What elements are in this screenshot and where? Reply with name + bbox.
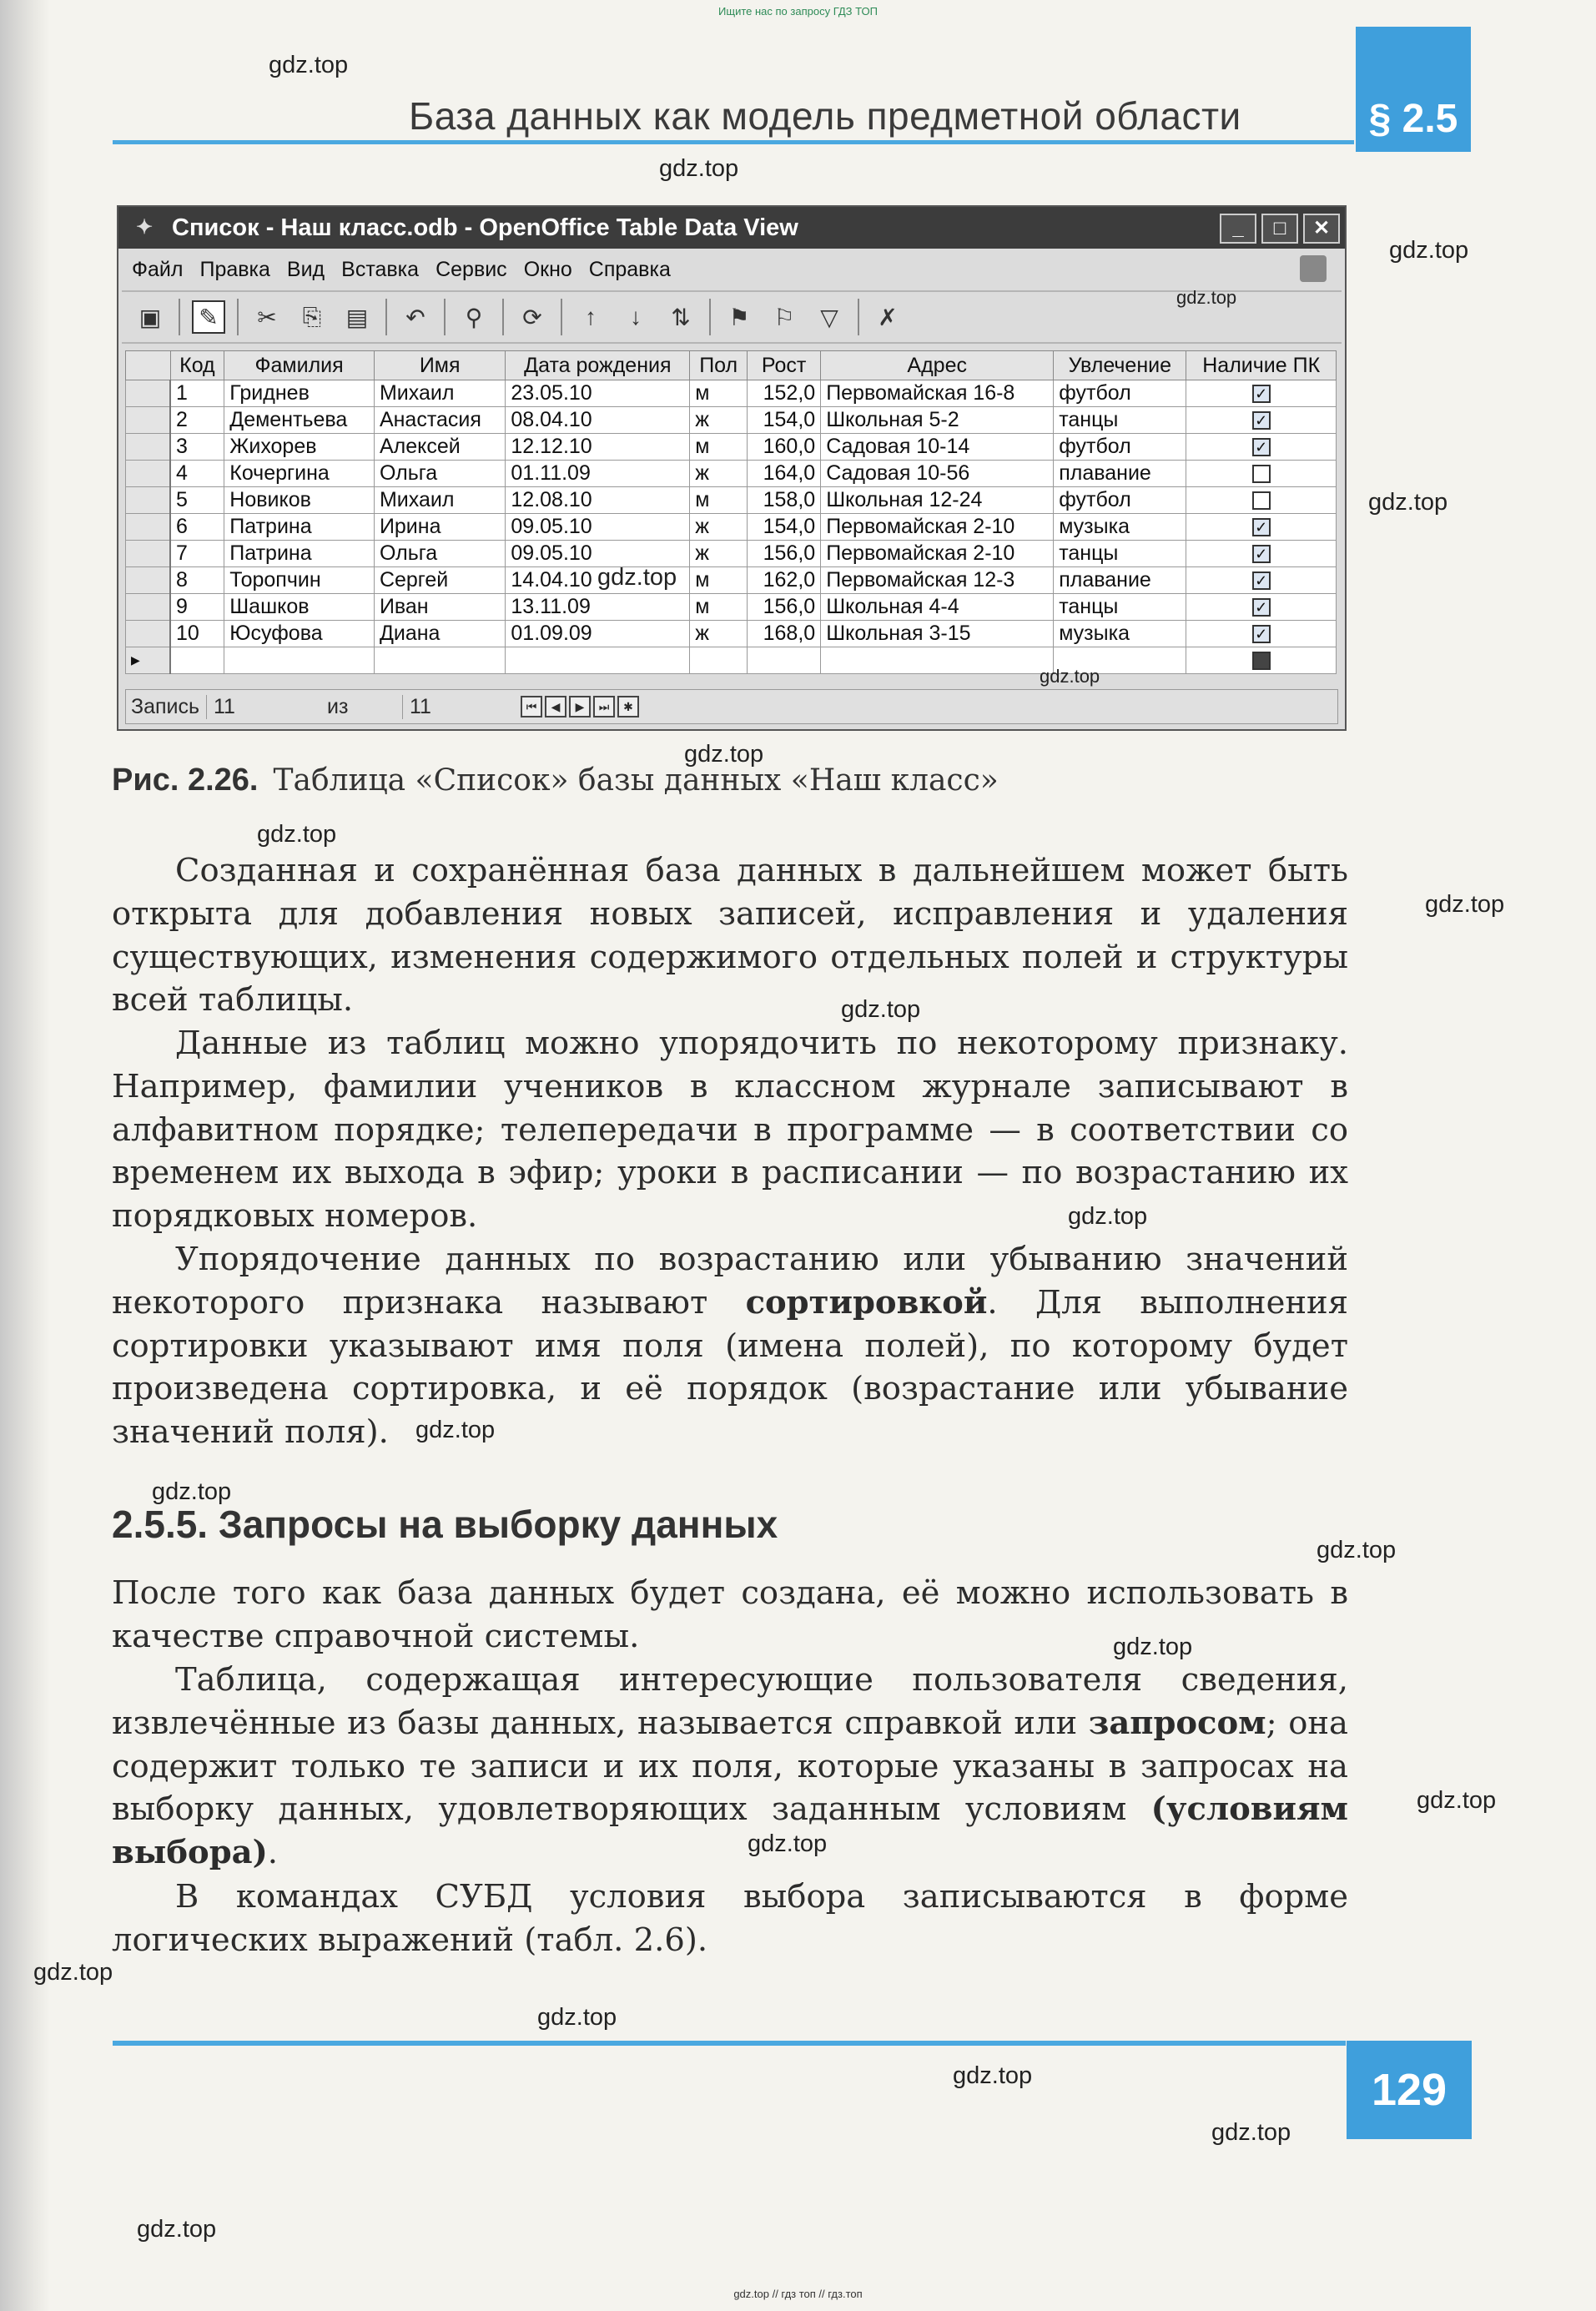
- checkbox-checked[interactable]: ✓: [1252, 545, 1271, 563]
- column-header-hobby[interactable]: Увлечение: [1054, 351, 1186, 380]
- refresh-icon[interactable]: ⟳: [522, 304, 542, 330]
- page-number-tab: [1347, 2041, 1472, 2139]
- paragraph-5-text-e: .: [267, 1834, 279, 1872]
- table-row[interactable]: [126, 407, 1337, 434]
- window-menu-icon[interactable]: ✦: [135, 216, 154, 239]
- app-icon: [1300, 255, 1327, 282]
- table-row[interactable]: [126, 541, 1337, 567]
- record-of-label: из: [327, 694, 349, 718]
- cell-height[interactable]: 152,0: [748, 380, 821, 407]
- cell-code[interactable]: 4: [170, 461, 224, 487]
- toolbar-separator: [444, 299, 446, 335]
- cell-surname[interactable]: Жихорев: [224, 434, 375, 461]
- checkbox-indeterminate[interactable]: [1252, 652, 1271, 670]
- watermark: gdz.top: [841, 996, 921, 1023]
- new-record-cell[interactable]: [224, 647, 375, 674]
- column-header-birthdate[interactable]: Дата рождения: [506, 351, 690, 380]
- cell-name[interactable]: Михаил: [374, 487, 505, 514]
- menu-help[interactable]: Справка: [588, 258, 671, 281]
- cell-has-pc: [1186, 647, 1337, 674]
- watermark: gdz.top: [1417, 1787, 1497, 1814]
- cell-hobby[interactable]: танцы: [1054, 407, 1186, 434]
- watermark: gdz.top: [1068, 1203, 1148, 1230]
- undo-icon[interactable]: ↶: [405, 304, 425, 330]
- paste-icon[interactable]: ▤: [345, 304, 369, 330]
- next-record-icon[interactable]: ▶: [569, 696, 591, 717]
- watermark: gdz.top: [1368, 489, 1448, 516]
- grid-body: [126, 380, 1337, 674]
- watermark: gdz.top: [659, 155, 739, 182]
- cell-has-pc: [1186, 461, 1337, 487]
- table-row[interactable]: [126, 461, 1337, 487]
- table-data-view-window: [117, 205, 1347, 731]
- new-record-row[interactable]: [126, 647, 1337, 674]
- cell-height[interactable]: 160,0: [748, 434, 821, 461]
- cell-gender[interactable]: м: [690, 434, 748, 461]
- paragraph-1: Созданная и сохранённая база данных в дальнейшем может быть открыта для добавления новых записей, исправления и удаления существующих, изменения содержимого отдельных полей и структуры всей таблицы.: [112, 852, 1348, 1020]
- cell-birthdate[interactable]: 23.05.10: [506, 380, 690, 407]
- paragraph-6: В командах СУБД условия выбора записываются в форме логических выражений (табл. 2.6).: [112, 1878, 1348, 1959]
- minimize-icon[interactable]: _: [1220, 214, 1256, 244]
- watermark: gdz.top: [1040, 666, 1100, 687]
- cell-has-pc: [1186, 594, 1337, 621]
- cell-birthdate[interactable]: 09.05.10: [506, 541, 690, 567]
- new-record-selector-icon[interactable]: ▶: [126, 647, 171, 674]
- record-count: 11: [402, 695, 518, 719]
- cell-hobby[interactable]: футбол: [1054, 487, 1186, 514]
- checkbox-unchecked[interactable]: [1252, 465, 1271, 483]
- new-record-cell[interactable]: [821, 647, 1054, 674]
- row-selector[interactable]: [126, 594, 171, 621]
- new-record-cell[interactable]: [690, 647, 748, 674]
- close-icon[interactable]: ✕: [1303, 214, 1340, 244]
- cell-gender[interactable]: ж: [690, 514, 748, 541]
- cell-height[interactable]: 154,0: [748, 407, 821, 434]
- toolbar-separator: [237, 299, 239, 335]
- toolbar-separator: [709, 299, 711, 335]
- checkbox-checked[interactable]: ✓: [1252, 385, 1271, 403]
- section-tab: [1356, 27, 1471, 152]
- cell-name[interactable]: Диана: [374, 621, 505, 647]
- cell-code[interactable]: 10: [170, 621, 224, 647]
- watermark: gdz.top: [684, 741, 764, 768]
- maximize-icon[interactable]: □: [1261, 214, 1298, 244]
- cell-height[interactable]: 168,0: [748, 621, 821, 647]
- grid-header-row: [126, 351, 1337, 380]
- window-titlebar: [118, 207, 1345, 249]
- cell-surname[interactable]: Новиков: [224, 487, 375, 514]
- cell-gender[interactable]: м: [690, 567, 748, 594]
- cell-name[interactable]: Михаил: [374, 380, 505, 407]
- cell-gender[interactable]: м: [690, 380, 748, 407]
- cell-code[interactable]: 3: [170, 434, 224, 461]
- cell-code[interactable]: 9: [170, 594, 224, 621]
- cell-has-pc: [1186, 567, 1337, 594]
- copy-icon[interactable]: ⎘: [302, 303, 322, 330]
- cell-birthdate[interactable]: 14.04.10: [506, 567, 690, 594]
- cell-has-pc: [1186, 380, 1337, 407]
- term-sorting: сортировкой: [745, 1283, 988, 1322]
- running-title: База данных как модель предметной области: [409, 94, 1241, 138]
- new-record-cell[interactable]: [170, 647, 224, 674]
- footer-rule: [113, 2041, 1346, 2046]
- cell-height[interactable]: 156,0: [748, 541, 821, 567]
- toolbar-separator: [179, 299, 180, 335]
- row-selector[interactable]: [126, 380, 171, 407]
- toolbar-separator: [858, 299, 859, 335]
- row-selector[interactable]: [126, 487, 171, 514]
- watermark: gdz.top: [152, 1478, 232, 1505]
- menu-tools[interactable]: Сервис: [436, 258, 507, 281]
- cell-height[interactable]: 158,0: [748, 487, 821, 514]
- watermark: gdz.top: [137, 2216, 217, 2243]
- autofilter-icon[interactable]: ⚑: [728, 304, 750, 330]
- row-selector[interactable]: [126, 434, 171, 461]
- cell-code[interactable]: 7: [170, 541, 224, 567]
- row-selector[interactable]: [126, 541, 171, 567]
- cell-address[interactable]: Школьная 3-15: [821, 621, 1054, 647]
- watermark: gdz.top: [1389, 237, 1469, 264]
- checkbox-checked[interactable]: ✓: [1252, 571, 1271, 590]
- table-row[interactable]: [126, 380, 1337, 407]
- watermark: gdz.top: [257, 821, 337, 848]
- cell-has-pc: [1186, 434, 1337, 461]
- cell-birthdate[interactable]: 08.04.10: [506, 407, 690, 434]
- column-header-code[interactable]: Код: [170, 351, 224, 380]
- cell-name[interactable]: Ирина: [374, 514, 505, 541]
- cell-code[interactable]: 6: [170, 514, 224, 541]
- cell-has-pc: [1186, 514, 1337, 541]
- last-record-icon[interactable]: ⏭: [593, 696, 615, 717]
- watermark: gdz.top: [597, 564, 677, 591]
- cell-birthdate[interactable]: 09.05.10: [506, 514, 690, 541]
- paragraph-3: [112, 1238, 1348, 1454]
- row-selector[interactable]: [126, 514, 171, 541]
- cell-height[interactable]: 164,0: [748, 461, 821, 487]
- watermark: gdz.top: [1113, 1634, 1193, 1660]
- cell-birthdate[interactable]: 13.11.09: [506, 594, 690, 621]
- table-row[interactable]: [126, 514, 1337, 541]
- cell-code[interactable]: 8: [170, 567, 224, 594]
- term-query: запросом: [1088, 1704, 1266, 1742]
- cell-gender[interactable]: м: [690, 594, 748, 621]
- cell-gender[interactable]: ж: [690, 621, 748, 647]
- cell-address[interactable]: Первомайская 2-10: [821, 514, 1054, 541]
- cell-name[interactable]: Ольга: [374, 541, 505, 567]
- menu-edit[interactable]: Правка: [199, 258, 270, 281]
- checkbox-checked[interactable]: ✓: [1252, 518, 1271, 536]
- cell-address[interactable]: Школьная 12-24: [821, 487, 1054, 514]
- cell-has-pc: [1186, 407, 1337, 434]
- edit-mode-icon[interactable]: ✎: [192, 300, 225, 334]
- cell-name[interactable]: Иван: [374, 594, 505, 621]
- column-header-address[interactable]: Адрес: [821, 351, 1054, 380]
- section-heading: 2.5.5. Запросы на выборку данных: [112, 1503, 778, 1546]
- page-number: 129: [1371, 2065, 1447, 2115]
- window-title: Список - Наш класс.odb - OpenOffice Table Data View: [172, 214, 798, 241]
- cell-height[interactable]: 156,0: [748, 594, 821, 621]
- sort-ascending-icon[interactable]: ↑: [585, 304, 597, 330]
- cell-surname[interactable]: Гриднев: [224, 380, 375, 407]
- cell-gender[interactable]: ж: [690, 407, 748, 434]
- toolbar-separator: [502, 299, 504, 335]
- cell-hobby[interactable]: танцы: [1054, 541, 1186, 567]
- cell-hobby[interactable]: плавание: [1054, 461, 1186, 487]
- paragraph-5: [112, 1659, 1348, 1875]
- cell-surname[interactable]: Кочергина: [224, 461, 375, 487]
- menu-bar: [118, 250, 1345, 289]
- cell-code[interactable]: 5: [170, 487, 224, 514]
- column-header-gender[interactable]: Пол: [690, 351, 748, 380]
- new-record-cell[interactable]: [374, 647, 505, 674]
- menu-insert[interactable]: Вставка: [341, 258, 420, 281]
- column-header-height[interactable]: Рост: [748, 351, 821, 380]
- cell-surname[interactable]: Торопчин: [224, 567, 375, 594]
- cell-hobby[interactable]: футбол: [1054, 380, 1186, 407]
- menu-view[interactable]: Вид: [286, 258, 325, 281]
- cell-address[interactable]: Садовая 10-56: [821, 461, 1054, 487]
- toolbar: [122, 290, 1342, 344]
- checkbox-checked[interactable]: ✓: [1252, 411, 1271, 430]
- cell-name[interactable]: Сергей: [374, 567, 505, 594]
- row-selector-header[interactable]: [126, 351, 171, 380]
- checkbox-checked[interactable]: ✓: [1252, 598, 1271, 617]
- table-row[interactable]: [126, 594, 1337, 621]
- figure-label: Рис. 2.26.: [112, 763, 259, 798]
- cell-gender[interactable]: ж: [690, 461, 748, 487]
- cell-birthdate[interactable]: 01.09.09: [506, 621, 690, 647]
- cell-surname[interactable]: Дементьева: [224, 407, 375, 434]
- window-controls: [1220, 214, 1340, 244]
- new-record-cell[interactable]: [506, 647, 690, 674]
- cell-address[interactable]: Школьная 5-2: [821, 407, 1054, 434]
- row-selector[interactable]: [126, 567, 171, 594]
- cell-surname[interactable]: Шашков: [224, 594, 375, 621]
- column-header-name[interactable]: Имя: [374, 351, 505, 380]
- data-grid: [125, 350, 1337, 674]
- table-row[interactable]: [126, 567, 1337, 594]
- watermark: gdz.top: [1425, 891, 1505, 918]
- cell-address[interactable]: Школьная 4-4: [821, 594, 1054, 621]
- watermark: gdz.top: [1317, 1537, 1397, 1563]
- cell-address[interactable]: Первомайская 16-8: [821, 380, 1054, 407]
- cell-gender[interactable]: м: [690, 487, 748, 514]
- table-row[interactable]: [126, 434, 1337, 461]
- checkbox-unchecked[interactable]: [1252, 491, 1271, 510]
- watermark: gdz.top: [537, 2004, 617, 2031]
- find-icon[interactable]: ⚲: [465, 304, 483, 330]
- standard-filter-icon[interactable]: ▽: [820, 304, 838, 330]
- cell-code[interactable]: 2: [170, 407, 224, 434]
- cell-hobby[interactable]: музыка: [1054, 514, 1186, 541]
- cell-height[interactable]: 162,0: [748, 567, 821, 594]
- cell-surname[interactable]: Патрина: [224, 541, 375, 567]
- cut-icon[interactable]: ✂: [257, 304, 277, 330]
- watermark: gdz.top: [748, 1830, 828, 1857]
- watermark: gdz.top: [415, 1417, 496, 1443]
- checkbox-checked[interactable]: ✓: [1252, 625, 1271, 643]
- paragraph-3-text-a: Упорядочение данных по возрастанию или убыванию значений некоторого признака называют: [112, 1241, 1348, 1322]
- watermark: gdz.top: [1211, 2119, 1291, 2146]
- cell-birthdate[interactable]: 12.08.10: [506, 487, 690, 514]
- watermark: gdz.top: [269, 52, 349, 78]
- column-header-surname[interactable]: Фамилия: [224, 351, 375, 380]
- new-record-cell[interactable]: [748, 647, 821, 674]
- cell-hobby[interactable]: музыка: [1054, 621, 1186, 647]
- new-record-icon[interactable]: ✱: [617, 696, 639, 717]
- paragraph-4: После того как база данных будет создана, её можно использовать в качестве справочной системы.: [112, 1574, 1348, 1655]
- column-header-has-pc[interactable]: Наличие ПК: [1186, 351, 1337, 380]
- paragraph-3-text-c: . Для выполнения сортировки указывают имя поля (имена полей), по которому будет произведена сортировка, и её порядок (возрастание или убывание значений поля).: [112, 1283, 1348, 1452]
- cell-height[interactable]: 154,0: [748, 514, 821, 541]
- sort-descending-icon[interactable]: ↓: [630, 304, 642, 330]
- cell-has-pc: [1186, 541, 1337, 567]
- bottom-note: gdz.top // гдз топ // гдз.топ: [733, 2288, 863, 2300]
- cell-has-pc: [1186, 621, 1337, 647]
- record-label: Запись: [131, 694, 200, 718]
- toolbar-separator: [561, 299, 562, 335]
- record-number-field[interactable]: 11: [206, 695, 289, 719]
- figure-caption-text: Таблица «Список» базы данных «Наш класс»: [273, 763, 999, 798]
- top-note: Ищите нас по запросу ГДЗ ТОП: [718, 5, 878, 18]
- row-selector[interactable]: [126, 407, 171, 434]
- filter-icon[interactable]: ⚐: [773, 304, 795, 330]
- sort-icon[interactable]: ⇅: [671, 304, 691, 330]
- cell-gender[interactable]: ж: [690, 541, 748, 567]
- table-row[interactable]: [126, 621, 1337, 647]
- checkbox-checked[interactable]: ✓: [1252, 438, 1271, 456]
- cell-address[interactable]: Первомайская 2-10: [821, 541, 1054, 567]
- paragraph-5-text-c: ; она содержит только те записи и их поля, которые указаны в запросах на выборку данных, удовлетворяющих заданным условиям: [112, 1704, 1348, 1829]
- cell-hobby[interactable]: футбол: [1054, 434, 1186, 461]
- row-selector[interactable]: [126, 461, 171, 487]
- cell-address[interactable]: Садовая 10-14: [821, 434, 1054, 461]
- cell-name[interactable]: Анастасия: [374, 407, 505, 434]
- watermark: gdz.top: [33, 1959, 113, 1986]
- remove-filter-icon[interactable]: ✗: [878, 304, 898, 330]
- first-record-icon[interactable]: ⏮: [521, 696, 542, 717]
- watermark: gdz.top: [953, 2062, 1033, 2089]
- cell-surname[interactable]: Патрина: [224, 514, 375, 541]
- cell-hobby[interactable]: плавание: [1054, 567, 1186, 594]
- save-icon[interactable]: ▣: [138, 304, 162, 330]
- table-row[interactable]: [126, 487, 1337, 514]
- section-label: § 2.5: [1368, 97, 1458, 141]
- cell-name[interactable]: Ольга: [374, 461, 505, 487]
- cell-code[interactable]: 1: [170, 380, 224, 407]
- record-navigation: [125, 689, 1338, 724]
- cell-has-pc: [1186, 487, 1337, 514]
- cell-birthdate[interactable]: 01.11.09: [506, 461, 690, 487]
- row-selector[interactable]: [126, 621, 171, 647]
- cell-address[interactable]: Первомайская 12-3: [821, 567, 1054, 594]
- term-selection-conditions: (условиям выбора): [112, 1790, 1348, 1872]
- toolbar-separator: [385, 299, 387, 335]
- cell-surname[interactable]: Юсуфова: [224, 621, 375, 647]
- cell-hobby[interactable]: танцы: [1054, 594, 1186, 621]
- cell-name[interactable]: Алексей: [374, 434, 505, 461]
- watermark: gdz.top: [1176, 287, 1237, 308]
- previous-record-icon[interactable]: ◀: [545, 696, 566, 717]
- cell-birthdate[interactable]: 12.12.10: [506, 434, 690, 461]
- menu-file[interactable]: Файл: [132, 258, 184, 281]
- paragraph-2: Данные из таблиц можно упорядочить по некоторому признаку. Например, фамилии учеников в классном журнале записывают в алфавитном порядке; телепередачи в программе — в соответствии со временем их выхода в эфир; уроки в расписании — по возрастанию их порядковых номеров.: [112, 1025, 1348, 1236]
- menu-window[interactable]: Окно: [523, 258, 572, 281]
- paragraph-5-text-a: Таблица, содержащая интересующие пользователя сведения, извлечённые из базы данных, называется справкой или: [112, 1661, 1348, 1742]
- header-rule: [113, 140, 1354, 144]
